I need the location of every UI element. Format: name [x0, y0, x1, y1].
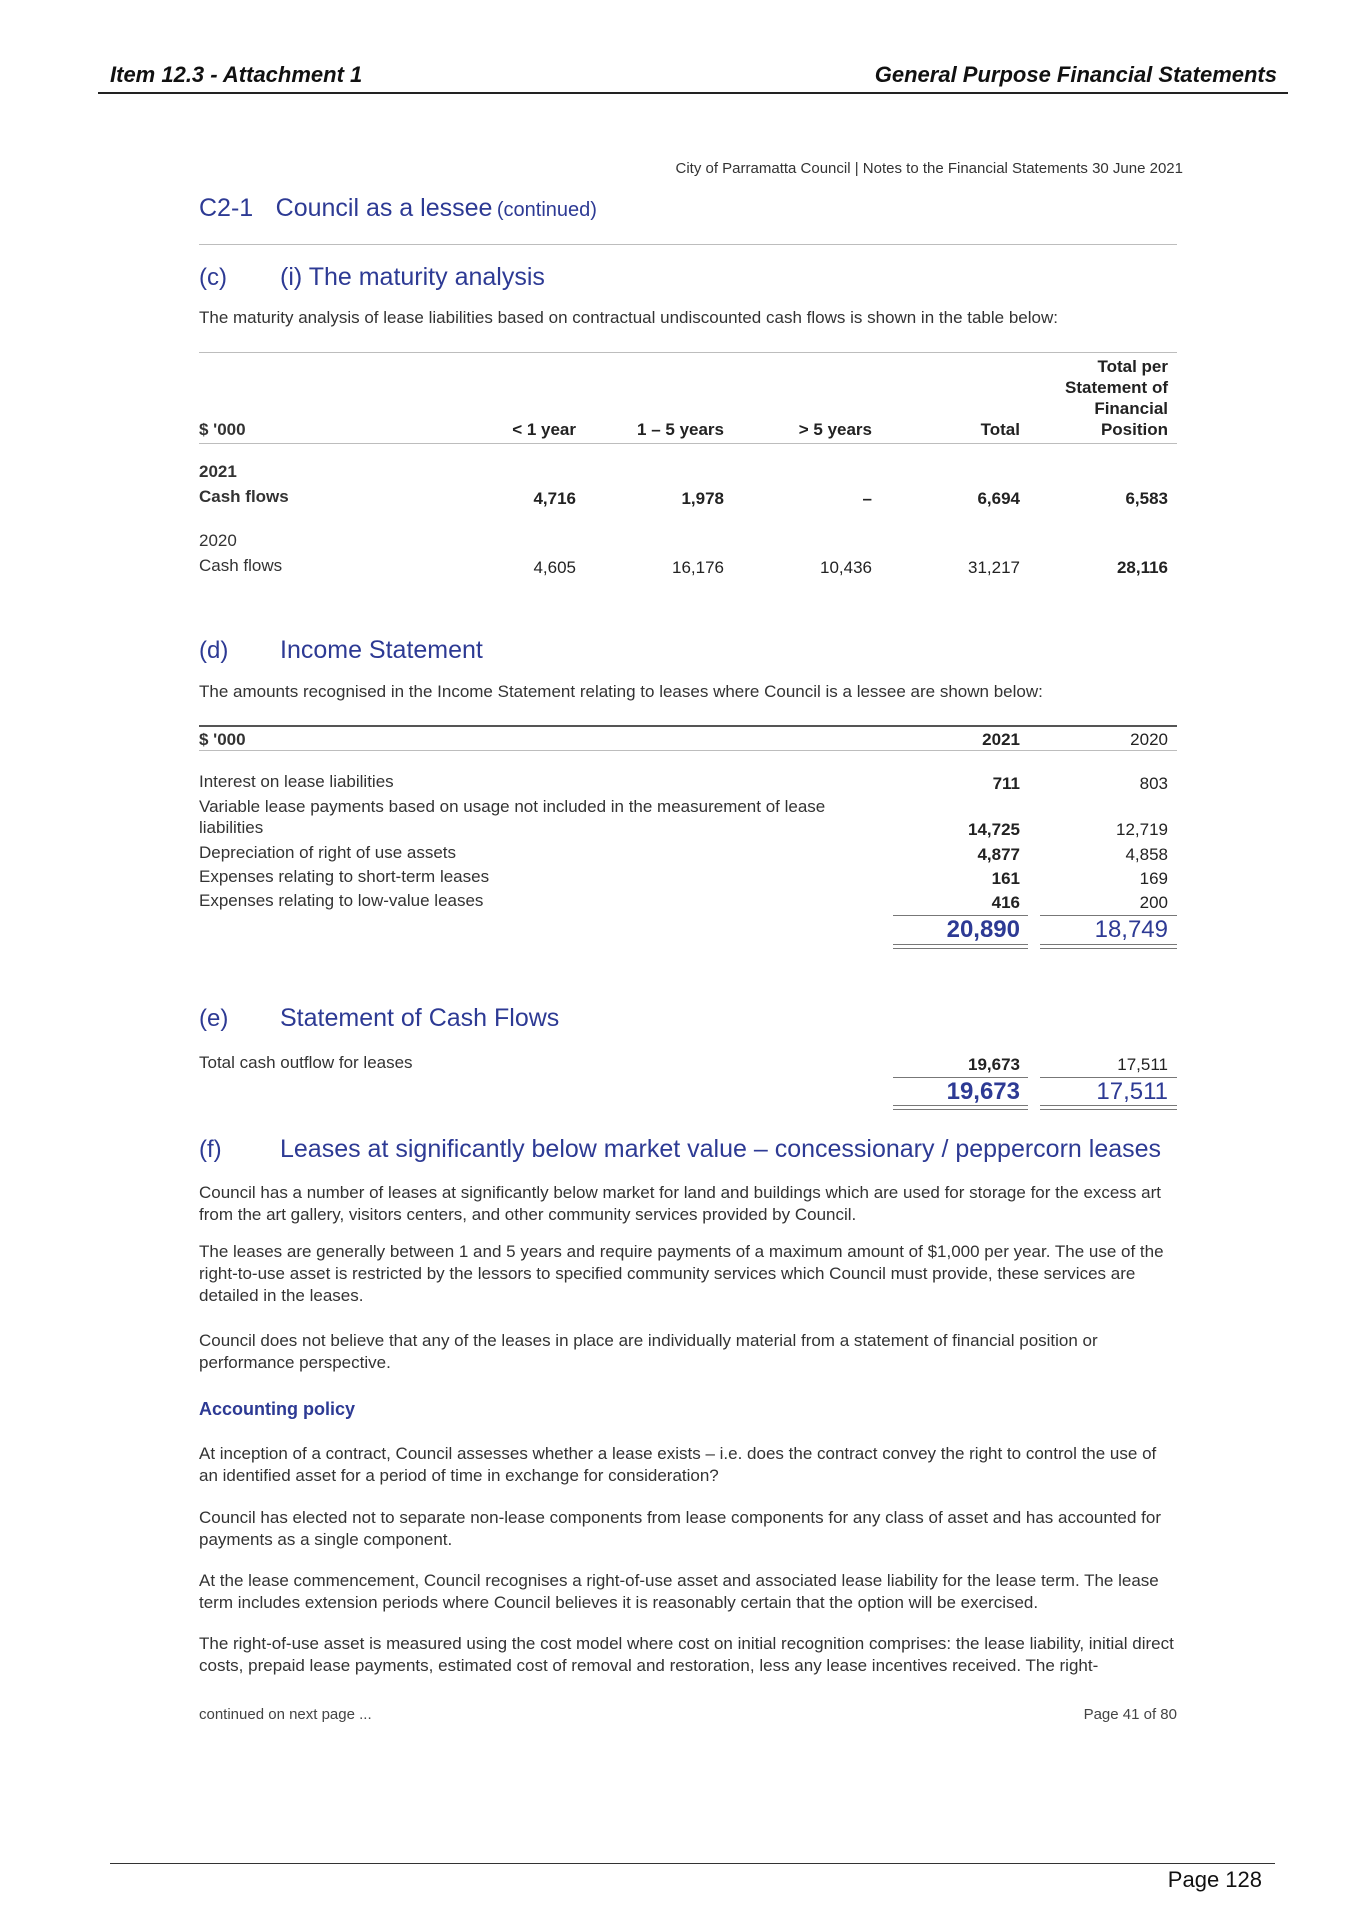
maturity-2021-total: 6,694	[977, 489, 1020, 508]
policy-paragraph: At inception of a contract, Council assesses whether a lease exists – i.e. does the contract convey the right to control the use of an identified asset for a period of time in exchange for consideration?	[199, 1444, 1157, 1485]
income-row-2020: 803	[1139, 774, 1168, 793]
maturity-table-top-rule	[199, 352, 1177, 353]
income-title: Income Statement	[280, 636, 483, 664]
income-row-label: Depreciation of right of use assets	[199, 843, 457, 862]
income-table-top-rule	[199, 725, 1177, 727]
col-header-1to5: 1 – 5 years	[637, 420, 724, 439]
income-row-2021: 161	[991, 869, 1020, 888]
income-total-2020: 18,749	[1094, 916, 1168, 943]
col-header-gt5: > 5 years	[798, 420, 872, 439]
income-row-2021: 711	[992, 774, 1020, 793]
income-letter: (d)	[199, 637, 229, 664]
income-col-2021: 2021	[982, 730, 1020, 749]
running-subheader: City of Parramatta Council | Notes to the Financial Statements 30 June 2021	[675, 160, 1183, 177]
section-rule	[199, 244, 1177, 245]
income-row-2020: 169	[1139, 869, 1168, 888]
attachment-label: Item 12.3 - Attachment 1	[110, 62, 363, 87]
col-header-sofp: Total per Statement of Financial Position	[1065, 357, 1168, 439]
policy-paragraph: The right-of-use asset is measured using the cost model where cost on initial recognition comprises: the lease liability, initial direct costs, prepaid lease payments, estimated cost of removal and restoration, less any lease incentives received. The right-	[199, 1634, 1174, 1675]
document-type-title: General Purpose Financial Statements	[874, 62, 1277, 87]
section-heading	[199, 194, 597, 223]
maturity-letter: (c)	[199, 264, 227, 291]
page-of-total: Page 41 of 80	[1083, 1706, 1177, 1723]
concessionary-paragraph: The leases are generally between 1 and 5 years and require payments of a maximum amount of $1,000 per year. The use of the right-to-use asset is restricted by the lessors to specified community services which Council must provide, these services are detailed in the leases.	[199, 1242, 1164, 1305]
income-row-2020: 12,719	[1116, 820, 1168, 839]
income-row-label: Expenses relating to short-term leases	[199, 867, 490, 886]
col-header-unit: $ '000	[199, 420, 246, 439]
maturity-2021-lt1: 4,716	[533, 489, 576, 508]
maturity-year-2020: 2020	[199, 531, 237, 550]
income-row-label: Expenses relating to low-value leases	[199, 891, 484, 910]
maturity-2021-gt5: –	[862, 489, 872, 508]
maturity-intro: The maturity analysis of lease liabilities based on contractual undiscounted cash flows is shown in the table below:	[199, 308, 1058, 327]
footer-rule	[110, 1863, 1275, 1864]
income-col-unit: $ '000	[199, 730, 246, 749]
cashflows-total-double-rule-2020	[1040, 1105, 1177, 1110]
maturity-2020-sofp: 28,116	[1116, 558, 1168, 577]
maturity-row-label-2020: Cash flows	[199, 556, 283, 575]
cashflows-total-double-rule-2021	[893, 1105, 1028, 1110]
income-total-2021: 20,890	[946, 916, 1020, 943]
income-row-2021: 4,877	[977, 845, 1020, 864]
section-number: C2-1	[199, 194, 254, 222]
concessionary-letter: (f)	[199, 1136, 222, 1163]
income-row-label: Variable lease payments based on usage not included in the measurement of lease liabilities	[199, 797, 826, 837]
maturity-2020-lt1: 4,605	[533, 558, 576, 577]
concessionary-title: Leases at significantly below market value – concessionary / peppercorn leases	[280, 1135, 1162, 1163]
income-row-2020: 4,858	[1125, 845, 1168, 864]
income-row-2020: 200	[1139, 893, 1168, 912]
accounting-policy-heading: Accounting policy	[199, 1399, 356, 1419]
income-row-2021: 416	[991, 893, 1020, 912]
cashflows-2020: 17,511	[1117, 1055, 1168, 1074]
cashflows-title: Statement of Cash Flows	[280, 1004, 560, 1032]
concessionary-paragraph: Council does not believe that any of the leases in place are individually material from a statement of financial position or performance perspective.	[199, 1331, 1098, 1372]
maturity-2020-1to5: 16,176	[672, 558, 724, 577]
cashflows-total-2020: 17,511	[1096, 1078, 1168, 1105]
income-total-double-rule-2020	[1040, 944, 1177, 949]
maturity-header-rule	[199, 443, 1177, 444]
maturity-title: (i) The maturity analysis	[280, 263, 545, 291]
maturity-2021-1to5: 1,978	[681, 489, 724, 508]
section-suffix: (continued)	[496, 199, 597, 221]
cashflows-letter: (e)	[199, 1005, 229, 1032]
cashflows-total-2021: 19,673	[946, 1078, 1020, 1105]
cashflows-2021: 19,673	[968, 1055, 1020, 1074]
concessionary-paragraph: Council has a number of leases at significantly below market for land and buildings which are used for storage for the excess art from the art gallery, visitors centers, and other community services provided by Council.	[199, 1183, 1161, 1224]
col-header-lt1: < 1 year	[512, 420, 576, 439]
income-row-label: Interest on lease liabilities	[199, 772, 394, 791]
income-header-rule	[199, 750, 1177, 751]
policy-paragraph: Council has elected not to separate non-lease components from lease components for any class of asset and has accounted for payments as a single component.	[199, 1508, 1162, 1549]
section-title: Council as a lessee	[275, 194, 493, 222]
maturity-year-2021: 2021	[199, 462, 237, 481]
maturity-2020-gt5: 10,436	[820, 558, 872, 577]
income-total-double-rule-2021	[893, 944, 1028, 949]
income-row-2021: 14,725	[968, 820, 1020, 839]
income-intro: The amounts recognised in the Income Statement relating to leases where Council is a lessee are shown below:	[199, 682, 1043, 701]
col-header-total: Total	[980, 420, 1020, 439]
maturity-2021-sofp: 6,583	[1125, 489, 1168, 508]
cashflows-row-label: Total cash outflow for leases	[199, 1053, 413, 1072]
income-col-2020: 2020	[1130, 730, 1168, 749]
policy-paragraph: At the lease commencement, Council recognises a right-of-use asset and associated lease liability for the lease term. The lease term includes extension periods where Council believes it is reasonably certain that the option will be exercised.	[199, 1571, 1159, 1612]
maturity-2020-total: 31,217	[968, 558, 1020, 577]
page-number: Page 128	[1167, 1867, 1262, 1892]
maturity-row-label-2021: Cash flows	[199, 487, 289, 506]
header-rule	[98, 92, 1288, 94]
continued-note: continued on next page ...	[199, 1706, 372, 1723]
